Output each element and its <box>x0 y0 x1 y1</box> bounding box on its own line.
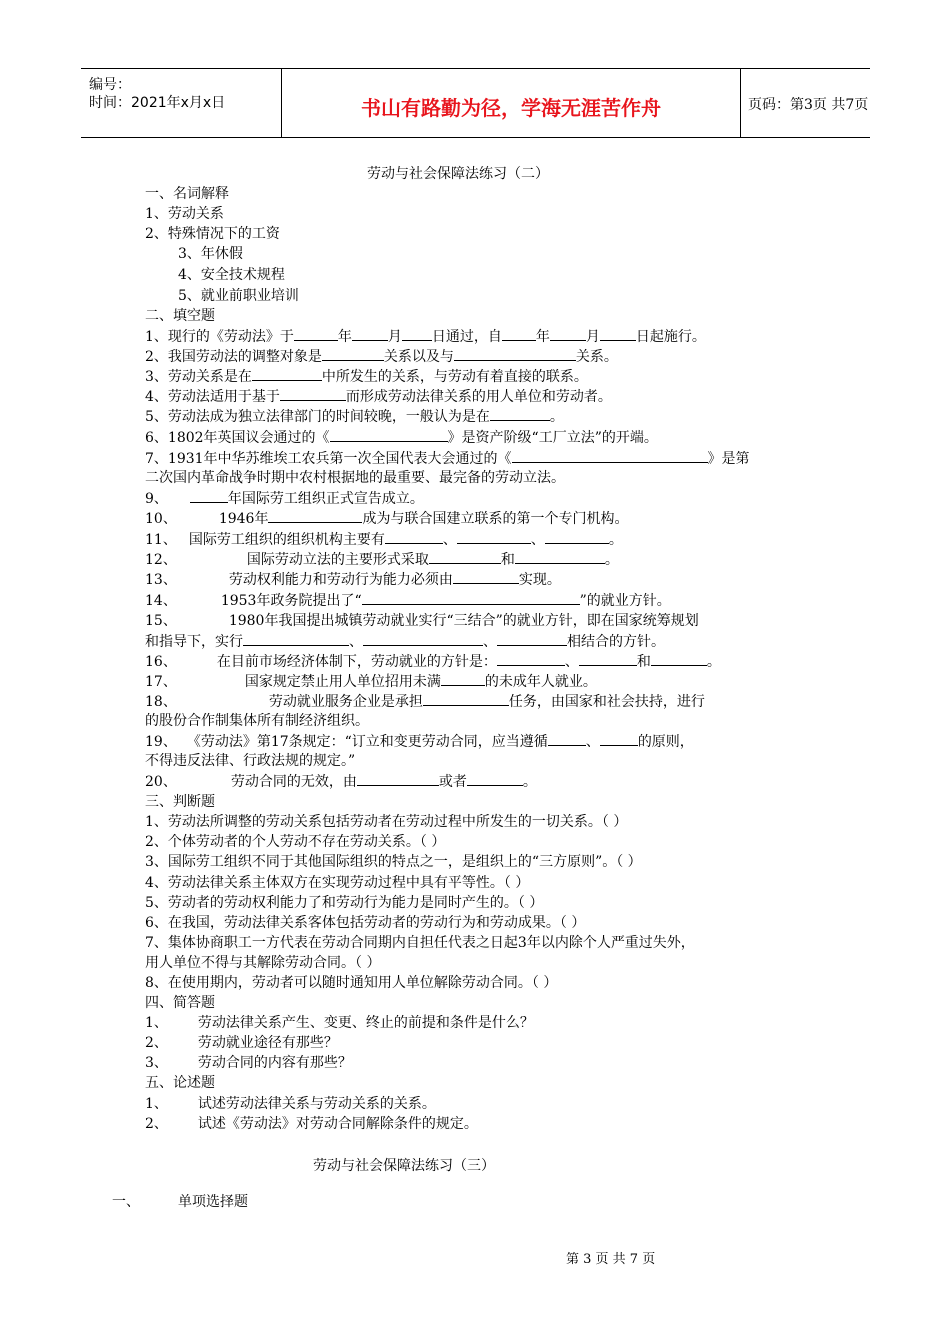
fill-question <box>145 366 588 387</box>
question-text: 任务，由国家和社会扶持，进行 <box>508 694 705 710</box>
fill-question <box>145 771 537 792</box>
section-heading: 五、论述题 <box>145 1075 215 1091</box>
essay-question <box>145 1114 478 1134</box>
question-text: 或者 <box>438 774 467 790</box>
blank <box>357 771 439 786</box>
question-text: 在目前市场经济体制下，劳动就业的方针是： <box>216 654 497 670</box>
blank <box>330 427 448 442</box>
section-heading: 二、填空题 <box>145 308 215 324</box>
question-text: 试述劳动法律关系与劳动关系的关系。 <box>197 1096 436 1112</box>
page-footer: 第 3 页 共 7 页 <box>566 1252 656 1267</box>
blank <box>190 488 228 503</box>
question-text: 月 <box>585 329 600 345</box>
term-item: 5、就业前职业培训 <box>178 288 299 304</box>
question-text: 的未成年人就业。 <box>484 674 597 690</box>
blank <box>579 651 637 666</box>
fill-question <box>145 406 564 427</box>
question-text: 日通过，自 <box>431 329 502 345</box>
question-text: 关系。 <box>575 349 618 365</box>
question-number: 17、 <box>145 674 177 690</box>
judge-question: 1、劳动法所调整的劳动关系包括劳动者在劳动过程中所发生的一切关系。（ ） <box>145 814 628 830</box>
question-continuation: 的股份合作制集体所有制经济组织。 <box>145 713 369 729</box>
blank <box>497 631 567 646</box>
fill-question <box>145 731 694 752</box>
question-text: 1946年 <box>218 511 269 527</box>
section-heading: 四、简答题 <box>145 995 215 1011</box>
question-text: 的原则， <box>637 734 694 750</box>
blank <box>490 406 550 421</box>
question-text: 3、劳动关系是在 <box>145 369 252 385</box>
question-number: 9、 <box>145 491 168 507</box>
question-continuation: 不得违反法律、行政法规的规定。” <box>145 753 356 769</box>
question-text: 年 <box>535 329 550 345</box>
question-text: 月 <box>387 329 402 345</box>
blank <box>385 529 443 544</box>
essay-question <box>145 1094 436 1114</box>
blank <box>600 326 636 341</box>
blank <box>363 631 483 646</box>
blank <box>515 549 605 564</box>
question-text: 、 <box>483 634 497 650</box>
question-number: 10、 <box>145 511 177 527</box>
question-continuation: 二次国内革命战争时期中农村根据地的最重要、最完备的劳动立法。 <box>145 470 565 486</box>
fill-question <box>145 671 597 692</box>
blank <box>322 346 384 361</box>
question-text: 相结合的方针。 <box>567 634 665 650</box>
question-text: 。 <box>604 552 619 568</box>
question-number: 19、 <box>145 734 177 750</box>
question-number: 2、 <box>145 1035 168 1051</box>
fill-question <box>145 386 612 407</box>
fill-question <box>145 488 424 509</box>
judge-question: 2、个体劳动者的个人劳动不存在劳动关系。（ ） <box>145 834 446 850</box>
question-text: 。 <box>706 654 721 670</box>
fill-question <box>145 529 623 550</box>
question-text: 劳动合同的无效，由 <box>230 774 357 790</box>
question-text: 7、1931年中华苏维埃工农兵第一次全国代表大会通过的《 <box>145 451 512 467</box>
page-header <box>81 68 870 138</box>
blank <box>550 326 586 341</box>
section-heading: 三、判断题 <box>145 794 215 810</box>
question-text: 成为与联合国建立联系的第一个专门机构。 <box>362 511 629 527</box>
question-text: 国际劳动立法的主要形式采取 <box>246 552 429 568</box>
question-text: 、 <box>442 532 457 548</box>
blank <box>352 326 388 341</box>
question-text: 和指导下，实行 <box>145 634 243 650</box>
blank <box>497 651 565 666</box>
question-number: 20、 <box>145 774 177 790</box>
fill-question <box>145 651 721 672</box>
blank <box>545 529 609 544</box>
question-number: 11、 <box>145 532 177 548</box>
question-continuation: 用人单位不得与其解除劳动合同。（ ） <box>145 955 381 971</box>
blank <box>453 569 519 584</box>
question-text: 1953年政务院提出了“ <box>220 593 362 609</box>
fill-question <box>145 691 705 712</box>
section-heading <box>112 1192 248 1212</box>
blank <box>429 549 501 564</box>
section-label: 单项选择题 <box>178 1194 248 1210</box>
fill-question <box>145 448 750 469</box>
blank <box>467 771 523 786</box>
question-text: 日起施行。 <box>635 329 706 345</box>
number-label: 编号： <box>89 77 131 93</box>
question-number: 18、 <box>145 694 177 710</box>
blank <box>512 448 708 463</box>
short-question <box>145 1033 338 1053</box>
blank <box>294 326 338 341</box>
question-text: 劳动合同的内容有那些？ <box>197 1055 352 1071</box>
question-text: 、 <box>349 634 363 650</box>
page-info-text: 页码：第3页 共7页 <box>748 97 869 113</box>
question-text: 国际劳工组织的组织机构主要有 <box>188 532 385 548</box>
blank <box>457 529 531 544</box>
blank <box>402 326 432 341</box>
question-text: 1980年我国提出城镇劳动就业实行“三结合”的就业方针，即在国家统筹规划 <box>228 613 699 629</box>
short-question <box>145 1053 352 1073</box>
question-number: 15、 <box>145 613 177 629</box>
fill-question <box>145 346 618 367</box>
fill-question <box>145 590 671 611</box>
question-text: 国家规定禁止用人单位招用未满 <box>244 674 441 690</box>
section-heading: 一、名词解释 <box>145 186 229 202</box>
question-number: 3、 <box>145 1055 168 1071</box>
blank <box>423 691 509 706</box>
fill-question <box>145 508 628 529</box>
question-text: 年 <box>337 329 352 345</box>
question-number: 13、 <box>145 572 177 588</box>
question-number: 2、 <box>145 1116 168 1132</box>
header-meta <box>81 69 281 137</box>
judge-question: 5、劳动者的劳动权利能力了和劳动行为能力是同时产生的。（ ） <box>145 895 544 911</box>
question-text: 劳动权利能力和劳动行为能力必须由 <box>228 572 453 588</box>
blank <box>243 631 349 646</box>
blank <box>280 386 346 401</box>
blank <box>441 671 485 686</box>
question-text: 关系以及与 <box>383 349 454 365</box>
fill-question <box>145 611 699 631</box>
question-text: 《劳动法》第17条规定：“订立和变更劳动合同，应当遵循 <box>186 734 548 750</box>
question-text: 。 <box>608 532 623 548</box>
term-item: 2、特殊情况下的工资 <box>145 226 280 242</box>
question-text: 劳动法律关系产生、变更、终止的前提和条件是什么？ <box>197 1015 534 1031</box>
question-number: 16、 <box>145 654 177 670</box>
blank <box>252 366 322 381</box>
question-text: 试述《劳动法》对劳动合同解除条件的规定。 <box>197 1116 478 1132</box>
blank <box>268 508 362 523</box>
question-text: 和 <box>636 654 651 670</box>
blank <box>454 346 576 361</box>
judge-question: 4、劳动法律关系主体双方在实现劳动过程中具有平等性。（ ） <box>145 875 530 891</box>
judge-question: 3、国际劳工组织不同于其他国际组织的特点之一，是组织上的“三方原则”。（ ） <box>145 854 642 870</box>
question-text: 、 <box>585 734 600 750</box>
question-text: 和 <box>500 552 515 568</box>
short-question <box>145 1013 534 1033</box>
blank <box>362 590 580 605</box>
question-number: 14、 <box>145 593 177 609</box>
question-text: 》是第 <box>707 451 750 467</box>
question-number: 1、 <box>145 1015 168 1031</box>
question-text: 2、我国劳动法的调整对象是 <box>145 349 322 365</box>
fill-question <box>145 427 658 448</box>
question-text: 》是资产阶级“工厂立法”的开端。 <box>447 430 658 446</box>
question-text: ”的就业方针。 <box>579 593 671 609</box>
question-text: 1、现行的《劳动法》于 <box>145 329 294 345</box>
question-text: 、 <box>530 532 545 548</box>
question-text: 年国际劳工组织正式宣告成立。 <box>227 491 424 507</box>
question-text: 劳动就业途径有那些？ <box>197 1035 338 1051</box>
question-number: 12、 <box>145 552 177 568</box>
judge-question: 7、集体协商职工一方代表在劳动合同期内自担任代表之日起3年以内除个人严重过失外， <box>145 935 695 951</box>
question-text: 6、1802年英国议会通过的《 <box>145 430 330 446</box>
question-text: 。 <box>522 774 537 790</box>
date-label: 时间：2021年x月x日 <box>89 95 226 111</box>
exercise-title-3: 劳动与社会保障法练习（三） <box>313 1158 495 1174</box>
blank <box>651 651 707 666</box>
term-item: 3、年休假 <box>178 246 243 262</box>
blank <box>600 731 638 746</box>
judge-question: 8、在使用期内，劳动者可以随时通知用人单位解除劳动合同。（ ） <box>145 975 558 991</box>
question-text: 、 <box>564 654 579 670</box>
blank <box>502 326 536 341</box>
question-text: 实现。 <box>518 572 561 588</box>
blank <box>548 731 586 746</box>
question-text: 而形成劳动法律关系的用人单位和劳动者。 <box>345 389 612 405</box>
term-item: 4、安全技术规程 <box>178 267 285 283</box>
header-page-info <box>740 69 870 137</box>
question-number: 1、 <box>145 1096 168 1112</box>
motto-text: 书山有路勤为径，学海无涯苦作舟 <box>361 96 661 120</box>
question-text: 。 <box>549 409 564 425</box>
question-text: 4、劳动法适用于基于 <box>145 389 280 405</box>
question-text: 5、劳动法成为独立法律部门的时间较晚，一般认为是在 <box>145 409 490 425</box>
question-text: 中所发生的关系，与劳动有着直接的联系。 <box>321 369 588 385</box>
header-motto <box>281 69 741 137</box>
exercise-title-2: 劳动与社会保障法练习（二） <box>367 166 549 182</box>
fill-question <box>145 549 619 570</box>
fill-question <box>145 326 706 347</box>
question-text: 劳动就业服务企业是承担 <box>268 694 423 710</box>
judge-question: 6、在我国，劳动法律关系客体包括劳动者的劳动行为和劳动成果。（ ） <box>145 915 586 931</box>
term-item: 1、劳动关系 <box>145 206 224 222</box>
fill-question <box>145 631 665 652</box>
section-number: 一、 <box>112 1194 140 1210</box>
fill-question <box>145 569 561 590</box>
